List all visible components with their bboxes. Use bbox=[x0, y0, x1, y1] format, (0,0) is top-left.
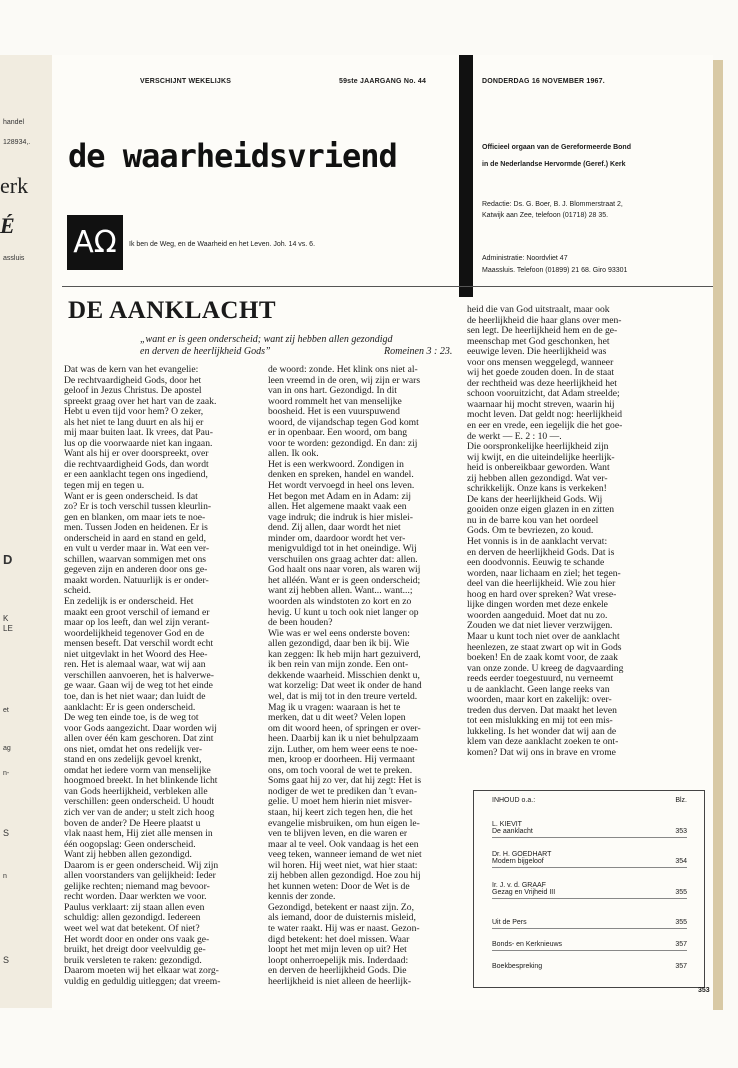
article-line: kan zeggen: Ik heb mijn hart gezuiverd, bbox=[268, 649, 421, 660]
scripture-quote-line-2: en derven de heerlijkheid Gods” bbox=[140, 346, 271, 357]
article-line: recht worden. Daar werkten we voor. bbox=[64, 892, 207, 903]
article-line: evangelie misbruiken, om hun eigen le- bbox=[268, 818, 420, 829]
article-line: Die oorspronkelijke heerlijkheid zijn bbox=[467, 442, 609, 453]
article-line: bruik versleten te raken: gezondigd. bbox=[64, 955, 202, 966]
article-line: Daarom moeten wij het elkaar wat zorg- bbox=[64, 966, 219, 977]
motto: Ik ben de Weg, en de Waarheid en het Leven. Joh. 14 vs. 6. bbox=[129, 241, 316, 248]
article-line: voor te worden: gezondigd. En dan: zij bbox=[268, 438, 418, 449]
article-line: van in ons hart. Gezondigd. In dit bbox=[268, 386, 397, 397]
article-line: u de aanklacht. Geen lange reeks van bbox=[467, 684, 610, 695]
toc-title: Gezag en Vrijheid III bbox=[492, 889, 556, 896]
article-line: woord rommelt het van menselijke bbox=[268, 396, 402, 407]
article-line: Gods. Om te bevriezen, zo koud. bbox=[467, 526, 594, 537]
toc-entry[interactable] bbox=[492, 963, 687, 972]
masthead-divider-bar bbox=[459, 55, 473, 297]
redactie-line-1: Redactie: Ds. G. Boer, B. J. Blommerstraat 2, bbox=[482, 201, 623, 208]
article-line: En zedelijk is er onderscheid. Het bbox=[64, 597, 194, 608]
article-line: die rechtvaardigheid Gods, dan wordt bbox=[64, 459, 209, 470]
article-line: loopt het met mijn leven op uit? Het bbox=[268, 945, 407, 956]
article-line: ven te blijven leven, en die waren er bbox=[268, 829, 408, 840]
toc-page: 357 bbox=[675, 963, 687, 970]
toc-entry[interactable] bbox=[492, 882, 687, 899]
article-line: Het wordt vervoegd in heel ons leven. bbox=[268, 481, 415, 492]
article-line: woorden als windstoten zo kort en zo bbox=[268, 597, 412, 608]
alpha-omega-logo: ΑΩ bbox=[67, 215, 123, 270]
left-fragment: D bbox=[3, 552, 13, 567]
article-line: merken, dat u dit weet? Velen lopen bbox=[268, 713, 406, 724]
article-line: aanklacht: Er is geen onderscheid. bbox=[64, 702, 196, 713]
article-line: heid is onbereikbaar geworden. Want bbox=[467, 463, 610, 474]
article-line: gelie. U moet hem hierin niet misver- bbox=[268, 797, 412, 808]
left-fragment: ag bbox=[3, 745, 11, 752]
article-line: allen gezondigd, daar ben ik bij. Wie bbox=[268, 639, 410, 650]
article-line: verschuilen ons graag achter dat: allen. bbox=[268, 554, 418, 565]
article-line: Want als hij er over doorspreekt, over bbox=[64, 449, 209, 460]
article-line: het alléén. Want er is geen onderscheid; bbox=[268, 575, 421, 586]
article-line: er in openbaar. Een woord, om bang bbox=[268, 428, 408, 439]
scripture-quote-line-1: „want er is geen onderscheid; want zij hebben allen gezondigd bbox=[140, 334, 393, 345]
article-line: er een aanklacht tegen ons ingediend, bbox=[64, 470, 208, 481]
article-line: maakt een groot verschil of iemand er bbox=[64, 607, 210, 618]
article-line: God haalt ons naar voren, als waren wij bbox=[268, 565, 421, 576]
redactie-line-2: Katwijk aan Zee, telefoon (01718) 28 35. bbox=[482, 212, 609, 219]
article-line: geloof in Jezus Christus. De apostel bbox=[64, 386, 202, 397]
article-line: maakt worden. Natuurlijk is er onder- bbox=[64, 575, 209, 586]
scripture-reference: Romeinen 3 : 23. bbox=[384, 346, 453, 357]
article-line: hoog en hard over spreken? Wat vrese- bbox=[467, 589, 617, 600]
article-line: boven de ander? De Heere plaatst u bbox=[64, 818, 201, 829]
article-line: Het vonnis is in de aanklacht vervat: bbox=[467, 537, 608, 548]
article-line: boeken! En de zaak komt voor, de zaak bbox=[467, 653, 618, 664]
article-line: lukkeling. Is het wonder dat wij aan de bbox=[467, 726, 617, 737]
article-line: spreekt graag over het hart van de zaak. bbox=[64, 396, 217, 407]
article-headline: DE AANKLACHT bbox=[68, 297, 277, 324]
article-line: zich ver van de ander; u stelt zich hoog bbox=[64, 807, 215, 818]
article-line: Hebt u even tijd voor hem? O zeker, bbox=[64, 407, 204, 418]
left-fragment: É bbox=[0, 213, 15, 238]
left-fragment: et bbox=[3, 707, 9, 714]
article-line: bruikt, het dreigt door veelvuldig ge- bbox=[64, 945, 206, 956]
toc-page: 357 bbox=[675, 941, 687, 948]
article-line: gooiden onze eigen glazen in en zitten bbox=[467, 505, 615, 516]
article-line: meenschap met God geschonken, het bbox=[467, 336, 610, 347]
article-line: klem van deze aanklacht zoeken te ont- bbox=[467, 737, 619, 748]
article-line: voor Gods aangezicht. Daar worden wij bbox=[64, 723, 217, 734]
volume-number: 59ste JAARGANG No. 44 bbox=[339, 78, 427, 85]
article-line: wel, dat is mij tot in den treure verteld. bbox=[268, 691, 418, 702]
article-line: want zij hebben allen. Want... want...; bbox=[268, 586, 413, 597]
article-line: De kans der heerlijkheid Gods. Wij bbox=[467, 494, 603, 505]
article-line: Wie was er wel eens onderste boven: bbox=[268, 628, 410, 639]
article-line: ren. Het is alemaal waar, wat wij aan bbox=[64, 660, 206, 671]
article-line: en derven de heerlijkheid Gods. Die bbox=[268, 966, 407, 977]
article-line: reeds eerder toegestuurd, nu verneemt bbox=[467, 674, 614, 685]
toc-title: Boekbespreking bbox=[492, 963, 543, 970]
article-line: van Gods heerlijkheid, verbleken alle bbox=[64, 786, 208, 797]
article-line: Maar u kunt toch niet over de aanklacht bbox=[467, 631, 620, 642]
toc-page: 355 bbox=[675, 889, 687, 896]
article-line: maar al te veel. Ook vandaag is het een bbox=[268, 839, 419, 850]
article-line: zij hebben allen gezondigd. Hoe zou hij bbox=[268, 871, 421, 882]
article-column-2 bbox=[268, 365, 467, 987]
article-line: dekkende waarheid. Misschien denkt u, bbox=[268, 670, 420, 681]
article-line: men. Tussen Joden en heidenen. Er is bbox=[64, 523, 208, 534]
article-line: hoogmoed breekt. In het blinkende licht bbox=[64, 776, 218, 787]
toc-heading-row bbox=[492, 797, 687, 804]
toc-author: Dr. H. GOEDHART bbox=[492, 851, 552, 858]
article-line: allen voorstanders van gelijkheid: Ieder bbox=[64, 871, 216, 882]
article-line: tegen mij en tegen u. bbox=[64, 481, 145, 492]
toc-heading: INHOUD o.a.: bbox=[492, 797, 536, 804]
article-line: digd betekent: het doel missen. Waar bbox=[268, 934, 410, 945]
article-line: van onze zonde. U kreeg de dagvaarding bbox=[467, 663, 624, 674]
article-line: de werkt — E. 2 : 10 —. bbox=[467, 431, 562, 442]
article-line: De rechtvaardigheid Gods, door het bbox=[64, 375, 202, 386]
admin-line-2: Maassluis. Telefoon (01899) 21 68. Giro 93301 bbox=[482, 267, 628, 274]
article-line: de been houden? bbox=[268, 618, 333, 629]
article-line: vuldig en geduldig uitleggen; dat vreem- bbox=[64, 976, 221, 987]
article-line: en eer en vrede, een iegelijk die het goe- bbox=[467, 421, 623, 432]
article-line: loopt onherroepelijk mis. Inderdaad: bbox=[268, 955, 409, 966]
left-fragment: erk bbox=[0, 173, 29, 198]
article-line: zo? Er is toch verschil tussen kleurlin- bbox=[64, 502, 212, 513]
article-line: lus op die voorwaarde niet kan ingaan. bbox=[64, 438, 213, 449]
article-line: komen? Dat wij ons in brave en vrome bbox=[467, 747, 616, 758]
toc-title: Uit de Pers bbox=[492, 919, 527, 926]
toc-entry[interactable] bbox=[492, 941, 687, 951]
toc-title: De aanklacht bbox=[492, 828, 533, 835]
article-line: heenlezen, ze staat zwart op wit in Gods bbox=[467, 642, 622, 653]
article-line: en vult u verder maar in. Wat een ver- bbox=[64, 544, 210, 555]
article-line: als iemand, door de duisternis misleid, bbox=[268, 913, 416, 924]
article-line: Soms gaat hij zo ver, dat hij zegt: Het is bbox=[268, 776, 422, 787]
article-line: scheid. bbox=[64, 586, 91, 597]
article-line: treden dus derven. Dat maakt het leven bbox=[467, 705, 617, 716]
left-fragment: S bbox=[3, 828, 10, 838]
table-of-contents bbox=[473, 790, 705, 988]
article-line: om dit woord heen, of springen er over- bbox=[268, 723, 421, 734]
article-line: en derven de heerlijkheid Gods. Dat is bbox=[467, 547, 615, 558]
article-line: het kunnen weten: Door de Wet is de bbox=[268, 881, 410, 892]
article-line: toe, dan is het niet waar; dan luidt de bbox=[64, 691, 206, 702]
article-line: wij het goede zouden doen. In de staat bbox=[467, 368, 615, 379]
article-line: gegeven zijn en anderen door ons ge- bbox=[64, 565, 208, 576]
masthead-rule bbox=[62, 286, 713, 287]
toc-page: 354 bbox=[675, 858, 687, 865]
article-line: als het niet te lang duurt en als hij er bbox=[64, 417, 204, 428]
article-line: De weg ten einde toe, is de weg tot bbox=[64, 713, 199, 724]
article-column-1 bbox=[64, 365, 262, 987]
article-line: stand en ons zedelijk gevoel krenkt, bbox=[64, 755, 202, 766]
article-line: ons, om toch vooral de wet te preken. bbox=[268, 765, 413, 776]
article-line: sen legt. De heerlijkheid hem en de ge- bbox=[467, 326, 618, 337]
toc-title: Modern bijgeloof bbox=[492, 858, 544, 865]
article-line: vlak naast hem, Hij ziet alle mensen in bbox=[64, 829, 213, 840]
article-line: allen over één kam geschoren. Dat zint bbox=[64, 734, 214, 745]
toc-entry[interactable] bbox=[492, 821, 687, 838]
article-line: woorden aangeduid. Moet dat nu zo. bbox=[467, 610, 608, 621]
page-number: 353 bbox=[698, 987, 710, 994]
page-edge-shadow bbox=[713, 60, 723, 1010]
article-line: minder om, daardoor wordt het ver- bbox=[268, 533, 406, 544]
article-line: een doodvonnis. Eeuwig te schande bbox=[467, 558, 605, 569]
organ-line-2: in de Nederlandse Hervormde (Geref.) Kerk bbox=[482, 161, 626, 168]
article-line: woordelijkheid tegenover God en de bbox=[64, 628, 205, 639]
toc-title: Bonds- en Kerknieuws bbox=[492, 941, 563, 948]
article-line: mij maar buiten laat. Ik vrees, dat Pau- bbox=[64, 428, 213, 439]
article-line: onderscheid in aard en stand en geld, bbox=[64, 533, 206, 544]
article-line: heen. Daarbij kan ik u niet behulpzaam bbox=[268, 734, 419, 745]
article-line: allen. Het algemene maakt vaak een bbox=[268, 502, 407, 513]
article-line: de woord: zonde. Het klink ons niet al- bbox=[268, 365, 418, 375]
left-page-edge bbox=[0, 55, 53, 1008]
article-line: Het is een werkwoord. Zondigen in bbox=[268, 459, 404, 470]
article-line: Mag ik u vragen: waaraan is het te bbox=[268, 702, 401, 713]
article-line: boosheid. Het is een vuurspuwend bbox=[268, 407, 400, 418]
left-fragment: handel bbox=[3, 119, 25, 126]
article-line: deel van die heerlijkheid. Wie zou hier bbox=[467, 579, 616, 590]
toc-page: 355 bbox=[675, 919, 687, 926]
article-line: Het begon met Adam en in Adam: zij bbox=[268, 491, 412, 502]
article-line: men, kroop er doorheen. Hij vermaant bbox=[268, 755, 415, 766]
article-line: denken en spreken, handel en wandel. bbox=[268, 470, 414, 481]
left-fragment: K bbox=[3, 614, 9, 623]
left-fragment: 128934,. bbox=[3, 139, 31, 146]
article-line: kennis der zonde. bbox=[268, 892, 336, 903]
article-line: wil horen. Hij weet niet, wat hier staat: bbox=[268, 860, 418, 871]
article-line: zijn. Luther, om hem weer eens te noe- bbox=[268, 744, 418, 755]
article-line: woord, de vijandschap tegen God komt bbox=[268, 417, 419, 428]
left-fragment: LE bbox=[3, 624, 13, 633]
organ-line-1: Officieel orgaan van de Gereformeerde Bond bbox=[482, 144, 631, 151]
article-line: nu in de barre kou van het oordeel bbox=[467, 515, 599, 526]
masthead-title: de waarheidsvriend bbox=[68, 137, 397, 175]
left-fragment: S bbox=[3, 955, 10, 965]
weekly-notice: VERSCHIJNT WEKELIJKS bbox=[140, 78, 232, 85]
article-line: gen en blanken, om maar iets te noe- bbox=[64, 512, 206, 523]
article-line: maar op los leeft, dan wel zijn verant- bbox=[64, 618, 210, 629]
article-line: vage indruk; die indruk is hier mislei- bbox=[268, 512, 413, 523]
article-line: ge waar. Gaan wij de weg tot het einde bbox=[64, 681, 213, 692]
article-line: worden, naar lichaam en ziel; het tegen- bbox=[467, 568, 621, 579]
article-line: mensen beseft. Dat verschil wordt echt bbox=[64, 639, 214, 650]
article-line: Daarom is er geen onderscheid. Wij zijn bbox=[64, 860, 219, 871]
article-line: omdat het iedere vorm van menselijke bbox=[64, 765, 211, 776]
article-line: der rechtheid was deze heerlijkheid het bbox=[467, 378, 617, 389]
article-line: schrikkelijk. Onze kans is verkeken! bbox=[467, 484, 607, 495]
article-line: eeuwige leven. Die heerlijkheid was bbox=[467, 347, 607, 358]
toc-author: L. KIEVIT bbox=[492, 821, 522, 828]
article-line: ik ben rein van mijn zonde. Een ont- bbox=[268, 660, 409, 671]
article-line: allen. Ik ook. bbox=[268, 449, 319, 460]
admin-line-1: Administratie: Noordvliet 47 bbox=[482, 255, 568, 262]
article-line: verschillen: geen onderscheid. U houdt bbox=[64, 797, 214, 808]
article-line: Zouden we dat niet liever verzwijgen. bbox=[467, 621, 613, 632]
article-line: staan, hij keert zich tegen hen, die het bbox=[268, 807, 413, 818]
article-line: dend. Zij allen, daar wordt het niet bbox=[268, 523, 401, 534]
issue-date: DONDERDAG 16 NOVEMBER 1967. bbox=[482, 78, 605, 85]
left-fragment: assluis bbox=[3, 255, 25, 262]
article-line: wat korzelig: Dat weet ik onder de hand bbox=[268, 681, 422, 692]
article-line: woorden, maar kort en zakelijk: over- bbox=[467, 695, 612, 706]
article-line: wij kwijt, en die uiteindelijke heerlijk- bbox=[467, 452, 615, 463]
article-line: ons niet, omdat het ons redelijk ver- bbox=[64, 744, 203, 755]
article-line: schuldig: allen gezondigd. Iedereen bbox=[64, 913, 201, 924]
article-line: veeg teken, wanneer iemand de wet niet bbox=[268, 850, 422, 861]
article-line: mocht leven. Dat geldt nog: heerlijkheid bbox=[467, 410, 623, 421]
article-line: verschillen aanvoeren, het is halverwe- bbox=[64, 670, 214, 681]
article-line: Want er is geen onderscheid. Is dat bbox=[64, 491, 198, 502]
article-line: Gezondigd, betekent er naast zijn. Zo, bbox=[268, 902, 414, 913]
article-line: schoon vooruitzicht, dat Adam streelde; bbox=[467, 389, 620, 400]
article-line: menigvuldigd tot in het oneindige. Wij bbox=[268, 544, 417, 555]
toc-author: Ir. J. v. d. GRAAF bbox=[492, 882, 546, 889]
toc-page-heading: Blz. bbox=[675, 797, 687, 804]
article-line: Het wordt door en onder ons vaak ge- bbox=[64, 934, 210, 945]
article-line: schillen, waarvan sommigen met ons bbox=[64, 554, 207, 565]
article-line: Want zij hebben allen gezondigd. bbox=[64, 850, 192, 861]
article-line: hevig. U kunt u toch ook niet langer op bbox=[268, 607, 419, 618]
article-line: lijke dingen worden met deze enkele bbox=[467, 600, 608, 611]
article-line: Paulus verklaart: zij staan allen even bbox=[64, 902, 205, 913]
newspaper-page bbox=[52, 55, 713, 1010]
article-line: één oogopslag: Geen onderscheid. bbox=[64, 839, 196, 850]
article-line: voor ons mensen weggelegd, wanneer bbox=[467, 357, 614, 368]
article-line: niet uitgevlakt in het Woord des Hee- bbox=[64, 649, 208, 660]
article-line: weet wel wat dat betekent. Of niet? bbox=[64, 923, 200, 934]
article-line: nodiger de wet te prediken dan 't evan- bbox=[268, 786, 418, 797]
left-fragment: n- bbox=[3, 770, 10, 777]
article-line: tot een mislukking en mij tot een mis- bbox=[467, 716, 613, 727]
article-line: heerlijkheid is niet alleen de heerlijk- bbox=[268, 976, 412, 987]
article-column-3 bbox=[467, 305, 679, 759]
toc-page: 353 bbox=[675, 828, 687, 835]
article-line: de heerlijkheid die haar glans over men- bbox=[467, 315, 622, 326]
left-fragment: n bbox=[3, 873, 7, 880]
article-line: te water raakt. Hij was er naast. Gezon- bbox=[268, 923, 420, 934]
toc-entry[interactable] bbox=[492, 919, 687, 929]
article-line: heid die van God uitstraalt, maar ook bbox=[467, 305, 610, 315]
article-line: gelijke rechten; niemand mag bevoor- bbox=[64, 881, 210, 892]
article-line: Dat was de kern van het evangelie: bbox=[64, 365, 199, 375]
article-line: waarnaar hij mocht streven, waarin hij bbox=[467, 399, 615, 410]
toc-entry[interactable] bbox=[492, 851, 687, 868]
article-line: zij hebben allen gezondigd. Wat ver- bbox=[467, 473, 608, 484]
article-line: leen vreemd in de oren, wij zijn er wars bbox=[268, 375, 421, 386]
